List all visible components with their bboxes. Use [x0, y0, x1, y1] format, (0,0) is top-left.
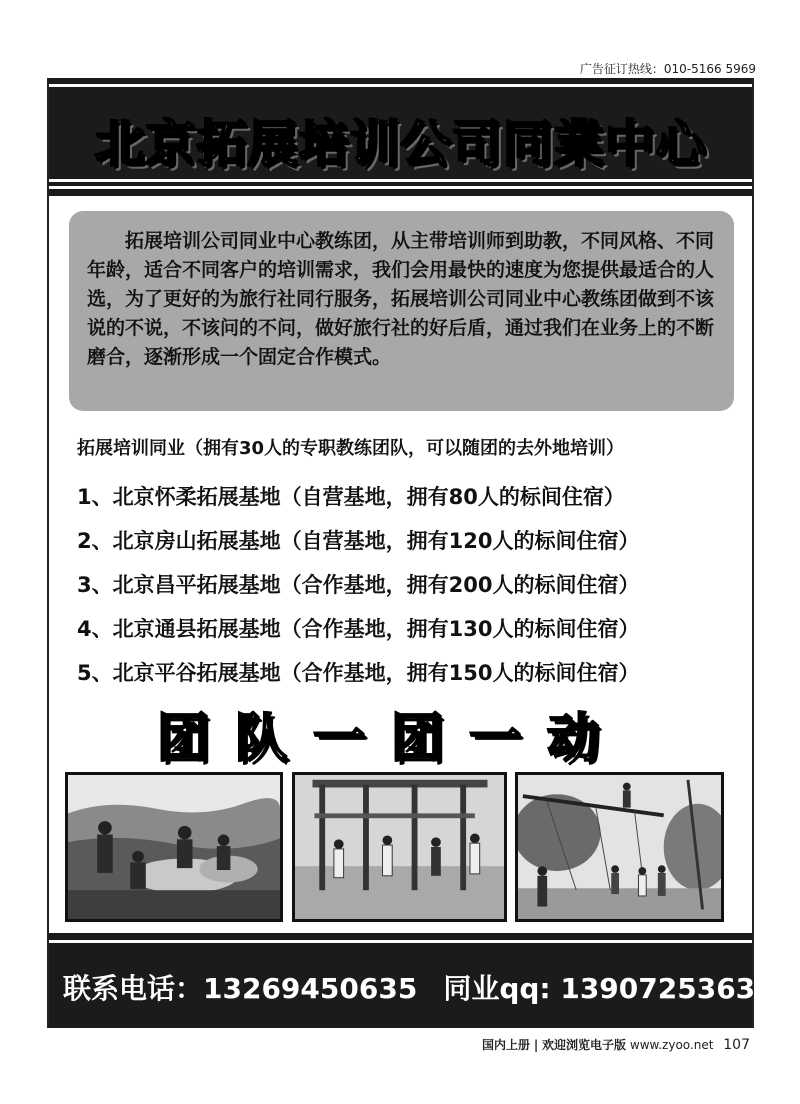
contact-phone: 联系电话：13269450635: [63, 972, 418, 1005]
footer-separator: |: [533, 1038, 539, 1052]
page-number: 107: [723, 1037, 750, 1053]
page-footer: [482, 1036, 750, 1053]
list-item: 5、北京平谷拓展基地（合作基地，拥有150人的标间住宿）: [77, 661, 640, 685]
list-item: 3、北京昌平拓展基地（合作基地，拥有200人的标间住宿）: [77, 573, 640, 597]
section-subtitle: 拓展培训同业（拥有30人的专职教练团队，可以随团的去外地培训）: [77, 438, 625, 459]
photo-field-training: [65, 772, 283, 922]
footer-section: 国内上册: [481, 1038, 530, 1052]
header-stripe-bottom-2: [49, 186, 752, 189]
base-list: [77, 475, 639, 695]
slogan: 团队一团一动: [156, 709, 625, 769]
list-item: 1、北京怀柔拓展基地（自营基地，拥有80人的标间住宿）: [77, 485, 625, 509]
water-activity-image: [295, 775, 504, 919]
field-training-image: [68, 775, 280, 919]
high-ropes-image: [518, 775, 721, 919]
header-stripe-top: [49, 84, 752, 87]
ad-hotline: 广告征订热线：010-5166 5969: [579, 62, 756, 76]
contact-info: [63, 967, 755, 1007]
list-item: 2、北京房山拓展基地（自营基地，拥有120人的标间住宿）: [77, 529, 640, 553]
contact-stripe: [49, 940, 752, 943]
photo-high-ropes: [515, 772, 724, 922]
photo-water-activity: [292, 772, 507, 922]
ad-title: 北京拓展培训公司同業中心: [94, 115, 707, 173]
header-stripe-bottom-1: [49, 179, 752, 182]
footer-site: www.zyoo.net: [629, 1038, 714, 1052]
header-band: [49, 78, 752, 196]
contact-qq: 同业qq: 1390725363: [443, 972, 756, 1005]
contact-band: [49, 933, 756, 1028]
ad-frame: [47, 78, 754, 1028]
list-item: 4、北京通县拓展基地（合作基地，拥有130人的标间住宿）: [77, 617, 640, 641]
footer-welcome: 欢迎浏览电子版: [542, 1038, 627, 1052]
intro-box: 拓展培训公司同业中心教练团，从主带培训师到助教，不同风格、不同年龄，适合不同客户的培训需求，我们会用最快的速度为您提供最适合的人选，为了更好的为旅行社同行服务，拓展培训公司同业中心教练团做到不该说的不说，不该问的不问，做好旅行社的好后盾，通过我们在业务上的不断磨合，逐渐形成一个固定合作模式。: [69, 211, 734, 411]
